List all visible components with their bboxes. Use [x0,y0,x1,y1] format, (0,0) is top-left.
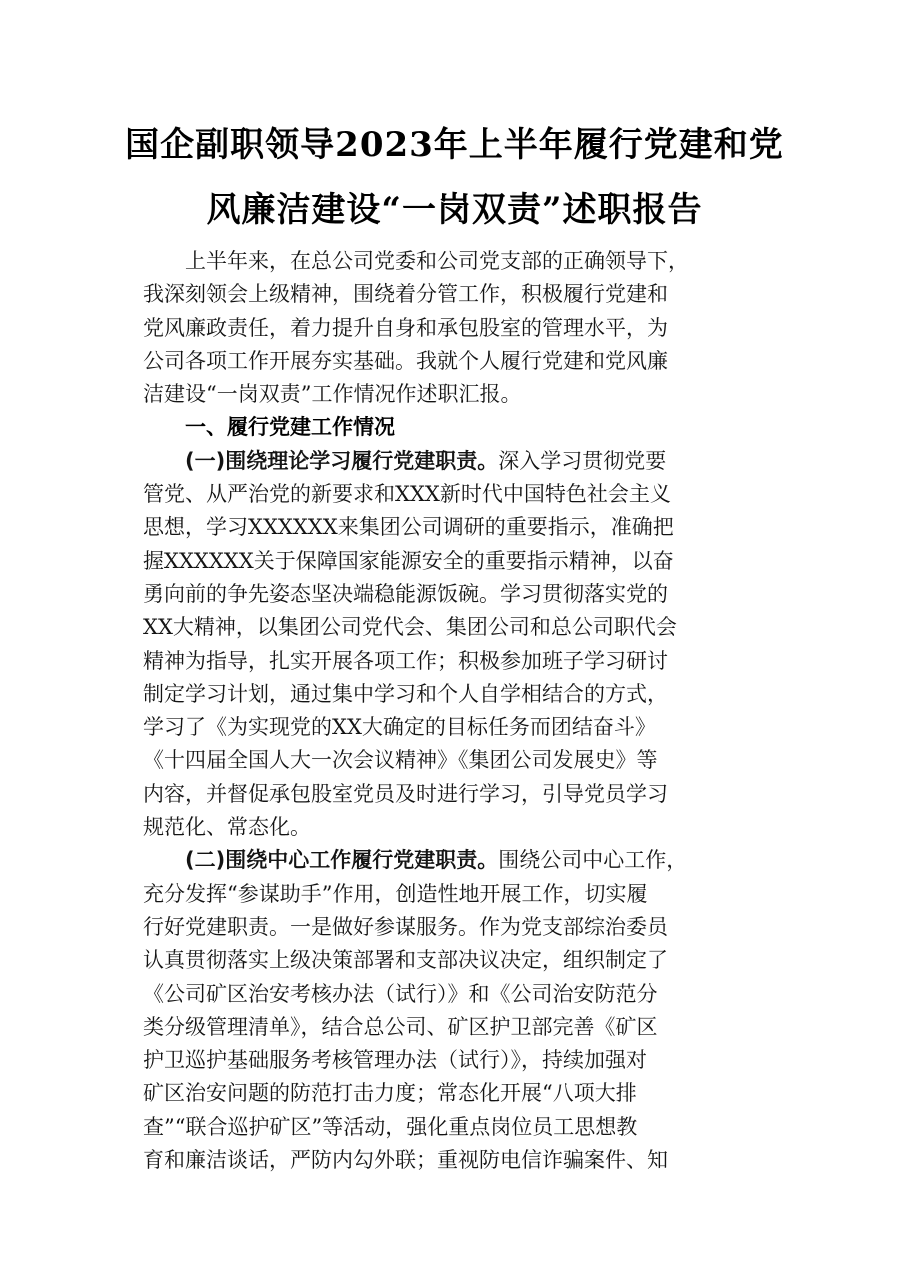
section-1-line: 规范化、常态化。 [143,815,311,840]
section-heading-1: 一、履行党建工作情况 [143,415,395,440]
section-2-line: 矿区治安问题的防范打击力度；常态化开展“八项大排 [143,1081,637,1106]
section-1-line: 《十四届全国人大一次会议精神》《集团公司发展史》等 [143,748,658,773]
document-title-line-2: 风廉洁建设“一岗双责”述职报告 [206,190,703,230]
section-1-line: 内容，并督促承包股室党员及时进行学习，引导党员学习 [143,781,668,806]
section-1-line: 思想，学习XXXXXX来集团公司调研的重要指示，准确把 [143,515,674,540]
section-2-line: 《公司矿区治安考核办法（试行）》和《公司治安防范分 [143,981,658,1006]
section-2-line: 类分级管理清单》，结合总公司、矿区护卫部完善《矿区 [143,1014,658,1039]
section-1-line: 精神为指导，扎实开展各项工作；积极参加班子学习研讨 [143,648,668,673]
section-2-line: 护卫巡护基础服务考核管理办法（试行）》，持续加强对 [143,1048,647,1073]
intro-line: 洁建设“一岗双责”工作情况作述职汇报。 [143,382,522,407]
intro-line: 公司各项工作开展夯实基础。我就个人履行党建和党风廉 [143,348,668,373]
section-1-first-line [143,445,783,478]
section-2-first-line [143,844,783,877]
intro-line: 党风廉政责任，着力提升自身和承包股室的管理水平，为 [143,315,668,340]
section-1-line: 制定学习计划，通过集中学习和个人自学相结合的方式， [143,681,668,706]
section-1-first-rest: 深入学习贯彻党要 [498,448,667,473]
section-2-line: 认真贯彻落实上级决策部署和支部决议决定，组织制定了 [143,948,668,973]
intro-line: 上半年来，在总公司党委和公司党支部的正确领导下， [143,249,689,273]
section-2-lead: (二)围绕中心工作履行党建职责。 [143,848,499,873]
section-1-line: 管党、从严治党的新要求和XXX新时代中国特色社会主义 [143,482,671,507]
section-1-line: 学习了《为实现党的XX大确定的目标任务而团结奋斗》 [143,715,656,740]
section-2-first-rest: 围绕公司中心工作， [498,848,688,873]
section-2-line: 育和廉洁谈话，严防内勾外联；重视防电信诈骗案件、知 [143,1148,668,1173]
section-1-line: XX大精神，以集团公司党代会、集团公司和总公司职代会 [143,615,677,640]
section-2-line: 充分发挥“参谋助手”作用，创造性地开展工作，切实履 [143,881,648,906]
section-2-line: 查”“联合巡护矿区”等活动，强化重点岗位员工思想教 [143,1114,638,1139]
section-2-line: 行好党建职责。一是做好参谋服务。作为党支部综治委员 [143,914,668,939]
section-1-line: 勇向前的争先姿态坚决端稳能源饭碗。学习贯彻落实党的 [143,581,668,606]
document-title-line-1: 国企副职领导2023年上半年履行党建和党 [125,125,784,165]
document-body [143,245,783,1177]
section-1-lead: (一)围绕理论学习履行党建职责。 [143,448,499,473]
section-1-line: 握XXXXXX关于保障国家能源安全的重要指示精神，以奋 [143,548,674,573]
intro-line: 我深刻领会上级精神，围绕着分管工作，积极履行党建和 [143,282,668,307]
